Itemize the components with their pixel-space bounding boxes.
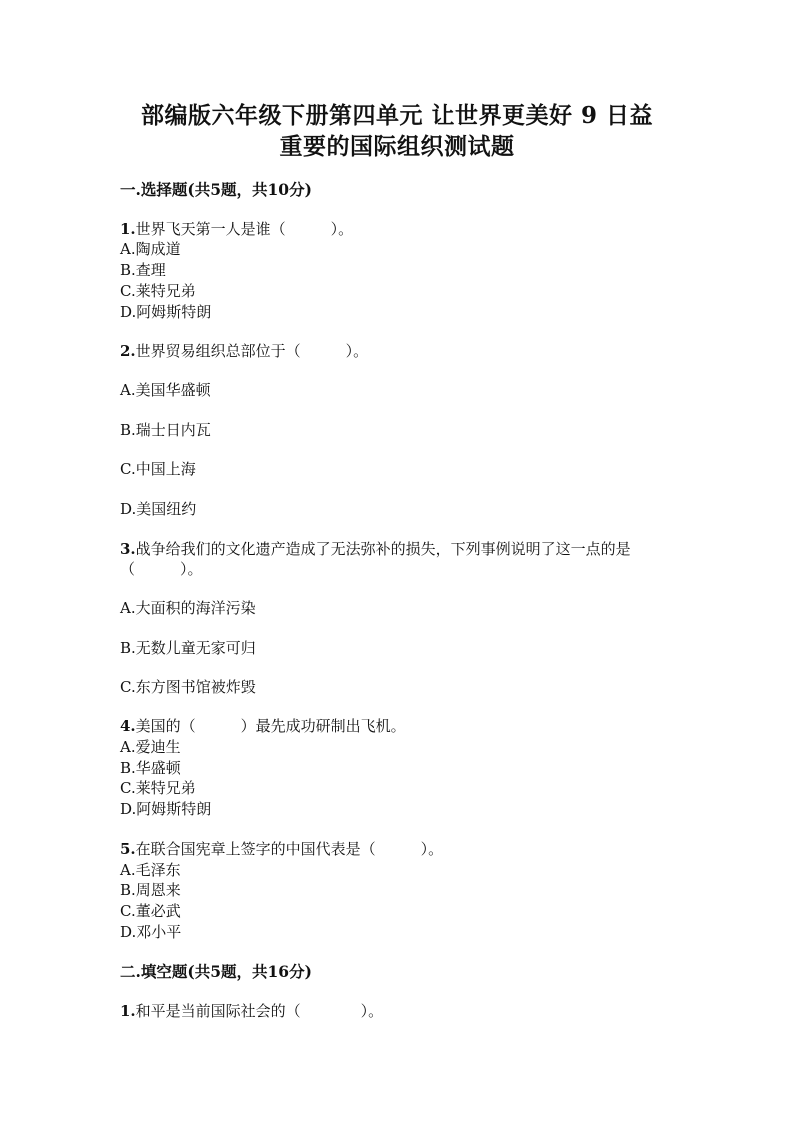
question-text: 世界飞天第一人是谁（ ）。 (135, 220, 354, 238)
option-a: A.毛泽东 (120, 861, 181, 879)
section-heading-choice: 一.选择题(共5题，共10分) (120, 180, 312, 199)
question-3-continuation: （ ）。 (120, 560, 203, 578)
question-text: 战争给我们的文化遗产造成了无法弥补的损失，下列事例说明了这一点的是 (135, 540, 631, 558)
option-d: D.阿姆斯特朗 (120, 303, 212, 321)
question-number: 3. (120, 540, 136, 558)
question-number: 4. (120, 717, 136, 735)
option-d: D.美国纽约 (120, 500, 197, 518)
option-b: B.查理 (120, 261, 166, 279)
option-a: A.美国华盛顿 (120, 381, 211, 399)
fill-question-1 (120, 1000, 383, 1021)
page-title-line-2: 重要的国际组织测试题 (279, 133, 515, 160)
option-c: C.董必武 (120, 902, 181, 920)
question-text: 在联合国宪章上签字的中国代表是（ ）。 (135, 840, 444, 858)
question-number: 5. (120, 840, 136, 858)
question-2 (120, 340, 368, 361)
question-text: 世界贸易组织总部位于（ ）。 (135, 342, 369, 360)
option-a: A.陶成道 (120, 240, 181, 258)
option-c: C.中国上海 (120, 460, 196, 478)
question-number: 2. (120, 342, 136, 360)
option-d: D.阿姆斯特朗 (120, 800, 212, 818)
option-a: A.爱迪生 (120, 738, 181, 756)
question-number: 1. (120, 1002, 136, 1020)
question-3 (120, 538, 631, 559)
option-b: B.周恩来 (120, 881, 181, 899)
page-title-line-1: 部编版六年级下册第四单元 让世界更美好 9 日益 (140, 102, 654, 129)
question-text: 美国的（ ）最先成功研制出飞机。 (135, 717, 406, 735)
option-b: B.华盛顿 (120, 759, 181, 777)
question-5 (120, 838, 443, 859)
option-b: B.瑞士日内瓦 (120, 421, 211, 439)
option-b: B.无数儿童无家可归 (120, 639, 256, 657)
option-a: A.大面积的海洋污染 (120, 599, 256, 617)
option-d: D.邓小平 (120, 923, 182, 941)
option-c: C.莱特兄弟 (120, 282, 196, 300)
question-4 (120, 715, 406, 736)
question-number: 1. (120, 220, 136, 238)
question-text: 和平是当前国际社会的（ ）。 (135, 1002, 384, 1020)
section-heading-fill-blank: 二.填空题(共5题，共16分) (120, 962, 312, 981)
question-1 (120, 218, 353, 239)
option-c: C.东方图书馆被炸毁 (120, 678, 256, 696)
option-c: C.莱特兄弟 (120, 779, 196, 797)
